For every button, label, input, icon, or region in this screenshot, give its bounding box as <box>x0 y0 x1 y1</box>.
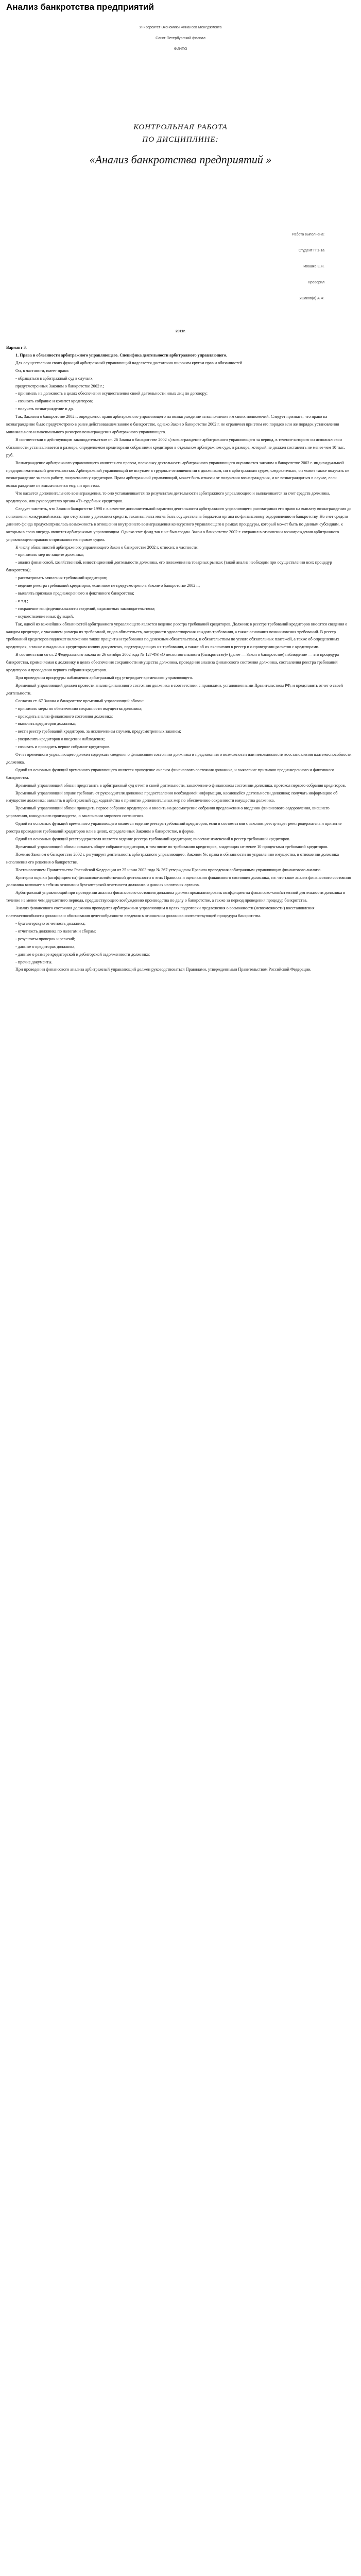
paragraph: - ведение реестра требований кредиторов, если иное не предусмотрено в Законе о банкротстве 2002 г.; <box>15 583 200 588</box>
paragraph: - рассматривать заявления требований кредиторов; <box>15 575 107 581</box>
paragraph: Временный управляющий обязан проводить первое собрание кредиторов и вносить на рассмотрение собрания предложения о введении финансового оздоровления, внешнего управления, конкурсного производства, о заключении мирового соглашения. <box>6 806 330 819</box>
paragraph: - принимать меры по обеспечению сохранности имущества должника; <box>15 706 143 711</box>
paragraph: Одной из основных функций временного управляющего является ведение реестра требований кредиторов, если в соответствии с законом реестр ведет реестродержатель и принятие реестра проведения требований кредиторов или в целях, определенных Законом о банкротстве, в форме. <box>6 821 342 834</box>
author-line: Проверил <box>307 281 324 284</box>
paragraph: Согласно ст. 67 Закона о банкротстве временный управляющий обязан: <box>15 698 144 703</box>
paragraph: - принимать мер по защите должника; <box>15 552 84 557</box>
paragraph: В соответствии с действующим законодательством ст. 26 Закона о банкротстве 2002 г.) вознаграждение арбитражного управляющего за период, в течение которого он исполнял свои обязанности устанавливается в размере, определяемом кредиторами собраниями кредиторов в отдельном арбитражном суде, в размере, который не должен составлять не менее чем 10 тыс. руб. <box>6 437 345 457</box>
paragraph: Анализ финансового состояния должника проводится арбитражным управляющим в целях подготовки предложения о возможности (невозможности) восстановления платежеспособности должника и обоснования целесообразности введения в отношении должника соответствующей процедуры банкротства. <box>6 906 315 919</box>
paragraph: - данные о кредиторах должника; <box>15 944 76 949</box>
paragraph: Арбитражный управляющий при проведении анализа финансового состояния должника должен проанализировать коэффициенты финансово-хозяйственной деятельности должника в течение не менее чем двухлетнего периода, предшествующего возбуждению производства по делу о банкротстве, а также за период проведения процедур банкротства. <box>6 890 346 903</box>
paragraph: - данные о размере кредиторской и дебиторской задолженности должника; <box>15 952 150 957</box>
paragraph: Помимо Законом о банкротстве 2002 г. регулирует деятельность арбитражного управляющего: Законом №: права и обязанности по управлению имущества, в отношении должника исполнения его решения о банкротстве. <box>6 852 339 865</box>
paragraph: - отчетность должника по налогам и сборам; <box>15 928 96 934</box>
branch-name: Санкт-Петербургский филиал <box>156 37 205 40</box>
paragraph: - получать вознаграждение и др. <box>15 406 74 412</box>
paragraph: - проводить анализ финансового состояния должника; <box>15 714 113 719</box>
paragraph: - бухгалтерскую отчетность должника; <box>15 921 86 926</box>
paragraph: Временный управляющий обязан созывать общее собрание кредиторов, в том числе по требованию кредиторов, владеющих не менее 10 процентами требований кредиторов. <box>15 844 329 849</box>
author-line: Студент ГГ1-1а <box>298 249 324 252</box>
paragraph: - принимать на должность в целях обеспечения осуществления своей деятельности иных лиц по договору; <box>15 391 208 396</box>
paragraph: - созывать и проводить первое собрание кредиторов. <box>15 744 111 750</box>
faculty-name: ФИНПО <box>174 47 187 51</box>
paragraph: При проведении финансового анализа арбитражный управляющий должен руководствоваться Правилами, утвержденными Правительством Российской Федерации. <box>15 967 312 972</box>
paragraph: - выявлять кредиторов должника; <box>15 721 76 726</box>
paragraph: Отчет временного управляющего должен содержать сведения о финансовом состоянии должника и предложения о возможности или невозможности восстановления платежеспособности должника. <box>6 752 352 765</box>
paragraph: В соответствии со ст. 2 Федерального закона от 26 октября 2002 года № 127-ФЗ «О несостоятельности (банкротстве)» (далее — Закон о банкротстве) наблюдение — это процедура банкротства, применяемая к должнику в целях обеспечения сохранности имущества должника, проведения анализа финансового состояния должника, составления реестра требований кредиторов и проведения первого собрания кредиторов. <box>6 652 339 673</box>
author-line: Ивашко Е.Н. <box>303 265 324 268</box>
paragraph: К числу обязанностей арбитражного управляющего Закон о банкротстве 2002 г. относит, в частности: <box>15 545 199 550</box>
paragraph: - осуществление иных функций. <box>15 614 74 619</box>
paragraph: Вознаграждение арбитражного управляющего является его правом, поскольку деятельность арбитражного управляющего оценивается законом о банкротстве 2002 г. индивидуальной предпринимательской деятельностью. Арбитражный управляющий не вступает в трудовые отношения ни с должником, ни с арбитражным судом, следовательно, он может также получать не вознаграждение за свою работу, полученного у кредиторов. Права арбитражный управляющий, может быть отказан от получения вознаграждения, и не вознаграждаться в случае, если вознаграждение не выплачивается ему, ни при этом. <box>6 460 349 488</box>
year-label: 2011г. <box>175 330 186 333</box>
paragraph: - созывать собрание и комитет кредиторов; <box>15 399 93 404</box>
paragraph: - вести реестр требований кредиторов, за исключением случаев, предусмотренных законом; <box>15 729 181 734</box>
author-line: Работа выполнена: <box>292 233 324 236</box>
paragraph: Для осуществления своих функций арбитражный управляющий наделяется достаточно широким кругом прав и обязанностей. <box>15 360 244 365</box>
paragraph: Критерии оценки (коэффициенты) финансово-хозяйственной деятельности в этих Правилах и оценивания финансового состояния должника, т.е. что такое анализ финансового состояния должника включает в себя на основании бухгалтерской отчетности должника и данных налоговых органов. <box>6 875 351 888</box>
paragraph: Так, одной из важнейших обязанностей арбитражного управляющего является ведение реестра требований кредиторов. Должник в реестре требований кредиторов вносятся сведения о каждом кредиторе, с указанием размера их требований, видов обязательств, очередности удовлетворения каждого требования, а также основания возникновения требований. В реестр требований кредиторов подлежат включению также проценты и требования по денежным обязательствам, и обязательствам по уплате обязательных платежей, а также об определенных кредиторах, а также о выданных кредиторам копиях документах, подтверждающих их требования, а также об их включения в реестр и о проведении расчетов с кредиторами. <box>6 621 348 650</box>
paragraph: - уведомлять кредиторов о введении наблюдения; <box>15 737 105 742</box>
section-heading: 1. Права и обязанности арбитражного управляющего. Специфика деятельности арбитражного управляющего. <box>15 352 227 358</box>
paragraph: Следует заметить, что Закон о банкротстве 1998 г. в качестве дополнительной гарантии деятельности арбитражного управляющего рассматривал его право на выплату вознаграждения до пополнения конкурсной массы при отсутствии у должника средств, такая выплата могла быть осуществлена бюджетом органа по финансовому оздоровлению и банкротству. Но счет средств данного фонда предусматривалась возможность в отношении внутреннего вознаграждения конкурсного управляющего в рамках процедуры, который может быть по данным субсидиям, к которым в свою очередь является арбитражным управляющим. Однако этот фонд так и не был создан. Закон о банкротстве 2002 г. сохранил в отношении вознаграждения арбитражного управляющего правило о признании его правом судом. <box>6 506 352 542</box>
paragraph: Временный управляющий обязан представить в арбитражный суд отчет о своей деятельности, заключение о финансовом состоянии должника, протокол первого собрания кредиторов. <box>15 783 346 788</box>
variant-heading: Вариант 3. <box>6 345 27 350</box>
document-title: Анализ банкротства предприятий <box>6 2 154 12</box>
paragraph: - сохранение конфиденциальности сведений, охраняемых законодательством; <box>15 606 156 611</box>
university-name: Университет Экономики Финансов Менеджмента <box>139 26 222 29</box>
paragraph: Одной из основных функций реестродержателя является ведение реестра требований кредиторов; внесение изменений в реестр требований кредиторов. <box>15 837 290 841</box>
part1-text <box>6 344 352 974</box>
paragraph: Что касается дополнительного вознаграждения, то оно устанавливается по результатам деятельности арбитражного управляющего и выплачивается за счет средств должника, кредиторов, или руководителю органа «Т» судебных кредиторов. <box>6 491 330 504</box>
author-block <box>0 227 324 307</box>
paragraph: Так, Законом о банкротстве 2002 г. определено: право арбитражного управляющего на вознаграждение за выполнение им своих полномочий. Следует признать, что право на вознаграждение было предусмотрено в ранее действовавшем законе о банкротстве, однако Закон о банкротстве 2002 г. не ограничил при этом его порядок или же порядок установления минимального и максимального размеров вознаграждения арбитражного управляющего. <box>6 414 339 434</box>
paragraph: - и т.д.; <box>15 598 28 603</box>
paragraph: - выявлять признаки преднамеренного и фиктивного банкротства; <box>15 591 134 596</box>
paragraph: предусмотренных Законом о банкротстве 2002 г.; <box>15 383 104 388</box>
paragraph: Временный управляющий вправе требовать от руководителя должника предоставления необходимой информации, касающейся деятельности должника; получать информацию об имуществе должника; заявлять в арбитражный суд ходатайства о принятии дополнительных мер по обеспечению сохранности имущества должника. <box>6 790 338 803</box>
discipline-label: ПО ДИСЦИПЛИНЕ: <box>142 135 219 144</box>
paragraph: При проведении процедуры наблюдения арбитражный суд утверждает временного управляющего. <box>15 675 193 680</box>
paragraph: Постановлением Правительства Российской Федерации от 25 июня 2003 года № 367 утверждены Правила проведения арбитражным управляющим финансового анализа. <box>15 867 322 872</box>
paragraph: - обращаться в арбитражный суд в случаях, <box>15 376 94 381</box>
paragraph: - результаты проверок и ревизий; <box>15 936 76 941</box>
paragraph: Одной из основных функций временного управляющего является проведение анализа финансового состояния должника, и выявление признаков преднамеренного и фиктивного банкротства. <box>6 767 334 780</box>
paragraph: - прочие документы. <box>15 959 53 964</box>
work-title: «Анализ банкротства предприятий » <box>89 153 272 166</box>
author-line: Ушаков(а) А.Ф. <box>299 297 324 300</box>
work-type-label: КОНТРОЛЬНАЯ РАБОТА <box>133 123 228 131</box>
paragraph: Он, в частности, имеет право: <box>15 368 70 373</box>
paragraph: Временный управляющий должен провести анализ финансового состояния должника в соответствии с правилами, установленными Правительством РФ, и представить отчет о своей деятельности. <box>6 683 343 696</box>
paragraph: - анализ финансовой, хозяйственной, инвестиционной деятельности должника, его положения на товарных рынках (такой анализ необходим при осуществлении всех процедур банкротства); <box>6 560 332 573</box>
